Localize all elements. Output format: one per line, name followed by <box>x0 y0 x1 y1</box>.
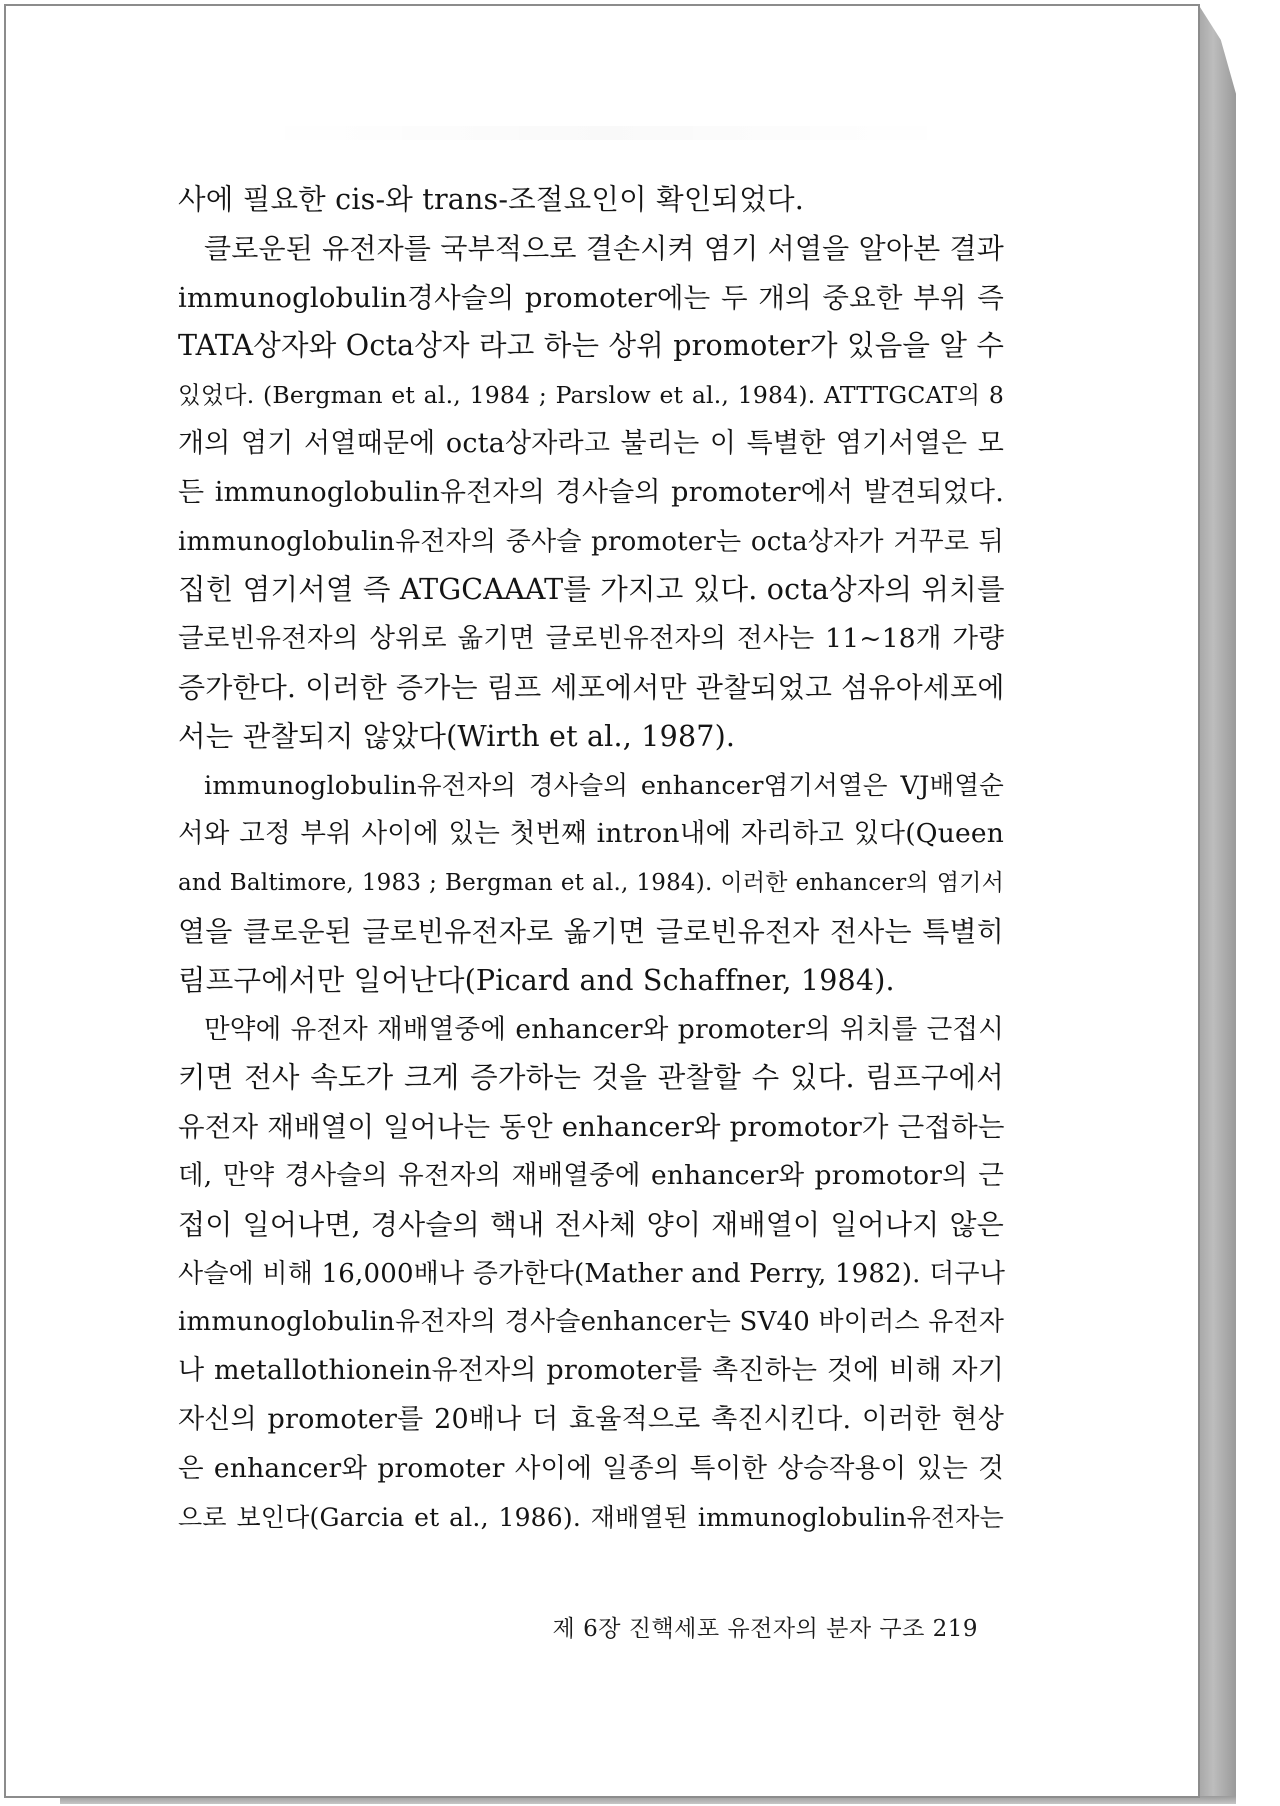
text-line: 사에 필요한 cis-와 trans-조절요인이 확인되었다. <box>178 183 805 216</box>
text-line: 은 enhancer와 promoter 사이에 일종의 특이한 상승작용이 있는 것 <box>178 1452 1004 1484</box>
text-line: 접이 일어나면, 경사슬의 핵내 전사체 양이 재배열이 일어나지 않은 <box>178 1207 1004 1241</box>
text-line: 집힌 염기서열 즉 ATGCAAAT를 가지고 있다. octa상자의 위치를 <box>178 573 1005 607</box>
text-line: and Baltimore, 1983 ; Bergman et al., 1984). 이러한 enhancer의 염기서 <box>178 870 1004 897</box>
text-line: 으로 보인다(Garcia et al., 1986). 재배열된 immunoglobulin유전자는 <box>178 1502 1004 1532</box>
text-line: 있었다. (Bergman et al., 1984 ; Parslow et al., 1984). ATTTGCAT의 8 <box>178 381 1004 410</box>
page-edge-shadow <box>1198 4 1236 1798</box>
text-line: immunoglobulin유전자의 중사슬 promoter는 octa상자가 거꾸로 뒤 <box>178 526 1004 557</box>
text-line: 데, 만약 경사슬의 유전자의 재배열중에 enhancer와 promotor의 근 <box>178 1159 1004 1191</box>
text-line: 림프구에서만 일어난다(Picard and Schaffner, 1984). <box>178 963 895 997</box>
text-line: 글로빈유전자의 상위로 옮기면 글로빈유전자의 전사는 11~18개 가량 <box>178 623 1004 655</box>
text-line: immunoglobulin유전자의 경사슬의 enhancer염기서열은 VJ배열순 <box>204 770 1004 801</box>
text-line: 서는 관찰되지 않았다(Wirth et al., 1987). <box>178 719 736 753</box>
text-line: 나 metallothionein유전자의 promoter를 촉진하는 것에 비해 자기 <box>178 1355 1004 1387</box>
text-line: immunoglobulin경사슬의 promoter에는 두 개의 중요한 부위 즉 <box>178 281 1004 314</box>
text-line: TATA상자와 Octa상자 라고 하는 상위 promoter가 있음을 알 수 <box>178 329 1005 363</box>
text-line: 만약에 유전자 재배열중에 enhancer와 promoter의 위치를 근접시 <box>204 1013 1004 1045</box>
text-line: 사슬에 비해 16,000배나 증가한다(Mather and Perry, 1982). 더구나 <box>178 1258 1006 1289</box>
text-line: 유전자 재배열이 일어나는 동안 enhancer와 promotor가 근접하는 <box>178 1111 1005 1144</box>
page-footer: 제 6장 진핵세포 유전자의 분자 구조 219 <box>552 1616 978 1642</box>
text-line: immunoglobulin유전자의 경사슬enhancer는 SV40 바이러스 유전자 <box>178 1307 1005 1338</box>
text-line: 든 immunoglobulin유전자의 경사슬의 promoter에서 발견되었다. <box>178 476 1004 508</box>
text-line: 서와 고정 부위 사이에 있는 첫번째 intron내에 자리하고 있다(Queen <box>178 818 1004 850</box>
text-line: 열을 클로운된 글로빈유전자로 옮기면 글로빈유전자 전사는 특별히 <box>178 914 1004 948</box>
text-line: 개의 염기 서열때문에 octa상자라고 불리는 이 특별한 염기서열은 모 <box>178 427 1004 459</box>
text-line: 증가한다. 이러한 증가는 림프 세포에서만 관찰되었고 섬유아세포에 <box>178 670 1005 704</box>
text-line: 키면 전사 속도가 크게 증가하는 것을 관찰할 수 있다. 림프구에서 <box>178 1061 1004 1095</box>
body-text <box>178 176 1004 1542</box>
scan-artifact <box>256 126 956 140</box>
text-line: 자신의 promoter를 20배나 더 효율적으로 촉진시킨다. 이러한 현상 <box>178 1403 1004 1435</box>
text-line: 클로운된 유전자를 국부적으로 결손시켜 염기 서열을 알아본 결과 <box>204 231 1004 265</box>
